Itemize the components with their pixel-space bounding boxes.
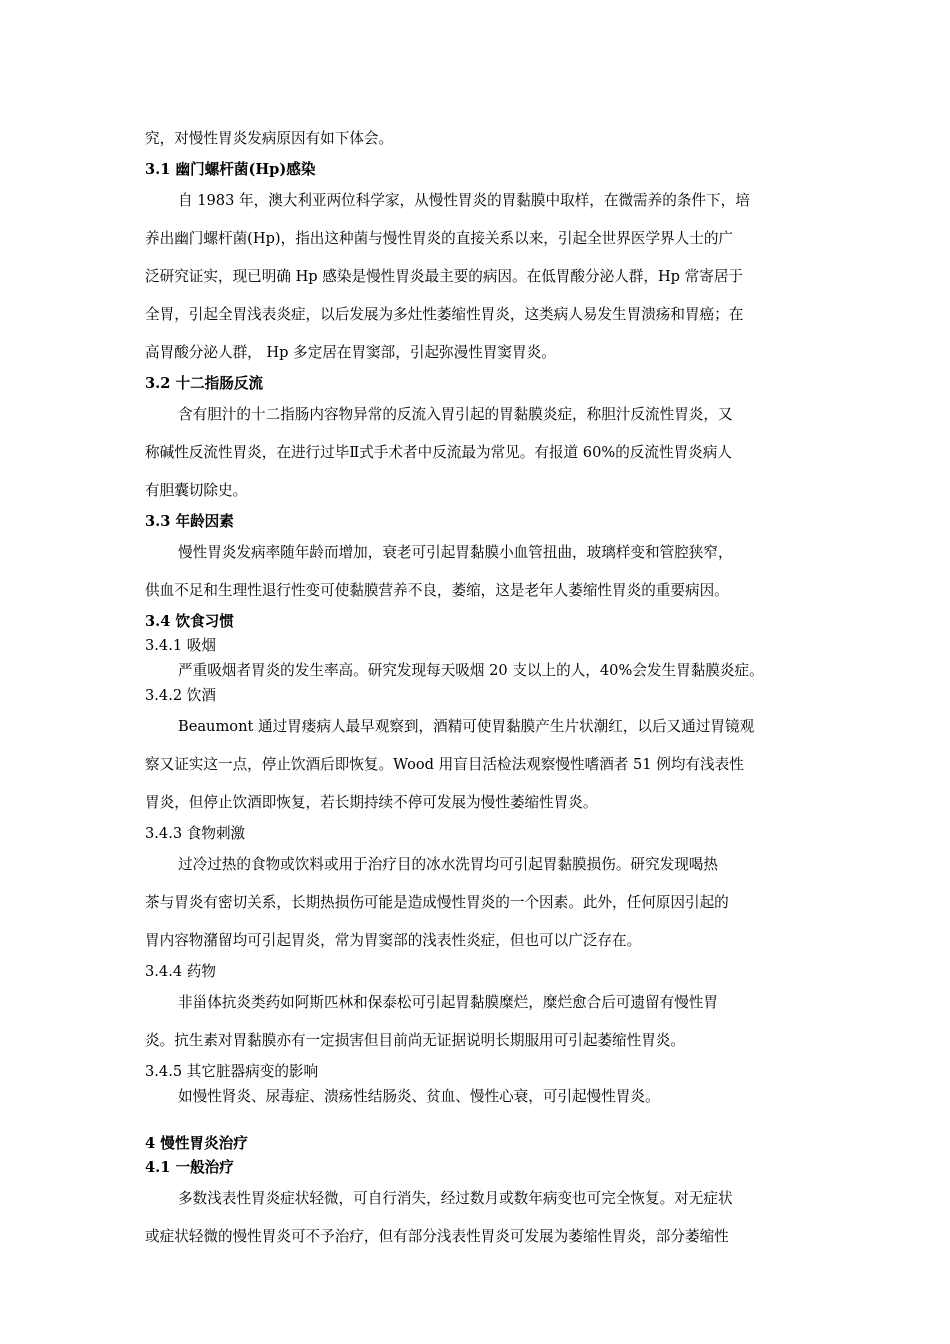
- heading-4: 4 慢性胃炎治疗: [145, 1135, 248, 1152]
- paragraph-line: 严重吸烟者胃炎的发生率高。研究发现每天吸烟 20 支以上的人，40%会发生胃黏膜炎症。: [178, 662, 764, 679]
- heading-3-4: 3.4 饮食习惯: [145, 613, 234, 630]
- paragraph-line: 泛研究证实，现已明确 Hp 感染是慢性胃炎最主要的病因。在低胃酸分泌人群，Hp 常寄居于: [145, 268, 744, 285]
- paragraph-line: Beaumont 通过胃瘘病人最早观察到，酒精可使胃黏膜产生片状潮红，以后又通过胃镜观: [178, 718, 755, 735]
- paragraph-line: 胃内容物潴留均可引起胃炎，常为胃窦部的浅表性炎症，但也可以广泛存在。: [145, 932, 642, 949]
- paragraph-line: 全胃，引起全胃浅表炎症，以后发展为多灶性萎缩性胃炎，这类病人易发生胃溃疡和胃癌；在: [145, 306, 744, 323]
- heading-3-4-2: 3.4.2 饮酒: [145, 687, 216, 704]
- paragraph-line: 察又证实这一点，停止饮酒后即恢复。Wood 用盲目活检法观察慢性嗜酒者 51 例均有浅表性: [145, 756, 744, 773]
- heading-3-4-1: 3.4.1 吸烟: [145, 637, 216, 654]
- paragraph-line: 炎。抗生素对胃黏膜亦有一定损害但目前尚无证据说明长期服用可引起萎缩性胃炎。: [145, 1032, 685, 1049]
- paragraph-line: 胃炎，但停止饮酒即恢复，若长期持续不停可发展为慢性萎缩性胃炎。: [145, 794, 598, 811]
- paragraph-line: 多数浅表性胃炎症状轻微，可自行消失，经过数月或数年病变也可完全恢复。对无症状: [178, 1190, 733, 1207]
- paragraph-line: 过冷过热的食物或饮料或用于治疗目的冰水洗胃均可引起胃黏膜损伤。研究发现喝热: [178, 856, 718, 873]
- paragraph-line: 茶与胃炎有密切关系，长期热损伤可能是造成慢性胃炎的一个因素。此外，任何原因引起的: [145, 894, 729, 911]
- paragraph-line: 自 1983 年，澳大利亚两位科学家，从慢性胃炎的胃黏膜中取样，在微需养的条件下，培: [178, 192, 750, 209]
- heading-3-4-5: 3.4.5 其它脏器病变的影响: [145, 1063, 319, 1080]
- paragraph-line: 养出幽门螺杆菌(Hp)，指出这种菌与慢性胃炎的直接关系以来，引起全世界医学界人士的广: [145, 230, 734, 247]
- paragraph-line: 非甾体抗炎类药如阿斯匹林和保泰松可引起胃黏膜糜烂，糜烂愈合后可遗留有慢性胃: [178, 994, 718, 1011]
- paragraph-line: 慢性胃炎发病率随年龄而增加，衰老可引起胃黏膜小血管扭曲，玻璃样变和管腔狭窄，: [178, 544, 733, 561]
- heading-3-1: 3.1 幽门螺杆菌(Hp)感染: [145, 161, 316, 178]
- paragraph-line: 如慢性肾炎、尿毒症、溃疡性结肠炎、贫血、慢性心衰，可引起慢性胃炎。: [178, 1088, 660, 1105]
- heading-3-3: 3.3 年龄因素: [145, 513, 234, 530]
- heading-3-2: 3.2 十二指肠反流: [145, 375, 264, 392]
- heading-4-1: 4.1 一般治疗: [145, 1159, 234, 1176]
- paragraph-line: 高胃酸分泌人群， Hp 多定居在胃窦部，引起弥漫性胃窦胃炎。: [145, 344, 556, 361]
- heading-3-4-4: 3.4.4 药物: [145, 963, 216, 980]
- section-spacer: [145, 1110, 810, 1132]
- intro-line: 究，对慢性胃炎发病原因有如下体会。: [145, 130, 394, 147]
- paragraph-line: 含有胆汁的十二指肠内容物异常的反流入胃引起的胃黏膜炎症，称胆汁反流性胃炎，又: [178, 406, 733, 423]
- heading-3-4-3: 3.4.3 食物刺激: [145, 825, 246, 842]
- document-page: [145, 120, 810, 1256]
- paragraph-line: 供血不足和生理性退行性变可使黏膜营养不良，萎缩，这是老年人萎缩性胃炎的重要病因。: [145, 582, 729, 599]
- paragraph-line: 或症状轻微的慢性胃炎可不予治疗，但有部分浅表性胃炎可发展为萎缩性胃炎，部分萎缩性: [145, 1228, 729, 1245]
- paragraph-line: 有胆囊切除史。: [145, 482, 248, 499]
- paragraph-line: 称碱性反流性胃炎，在进行过毕Ⅱ式手术者中反流最为常见。有报道 60%的反流性胃炎病人: [145, 444, 732, 461]
